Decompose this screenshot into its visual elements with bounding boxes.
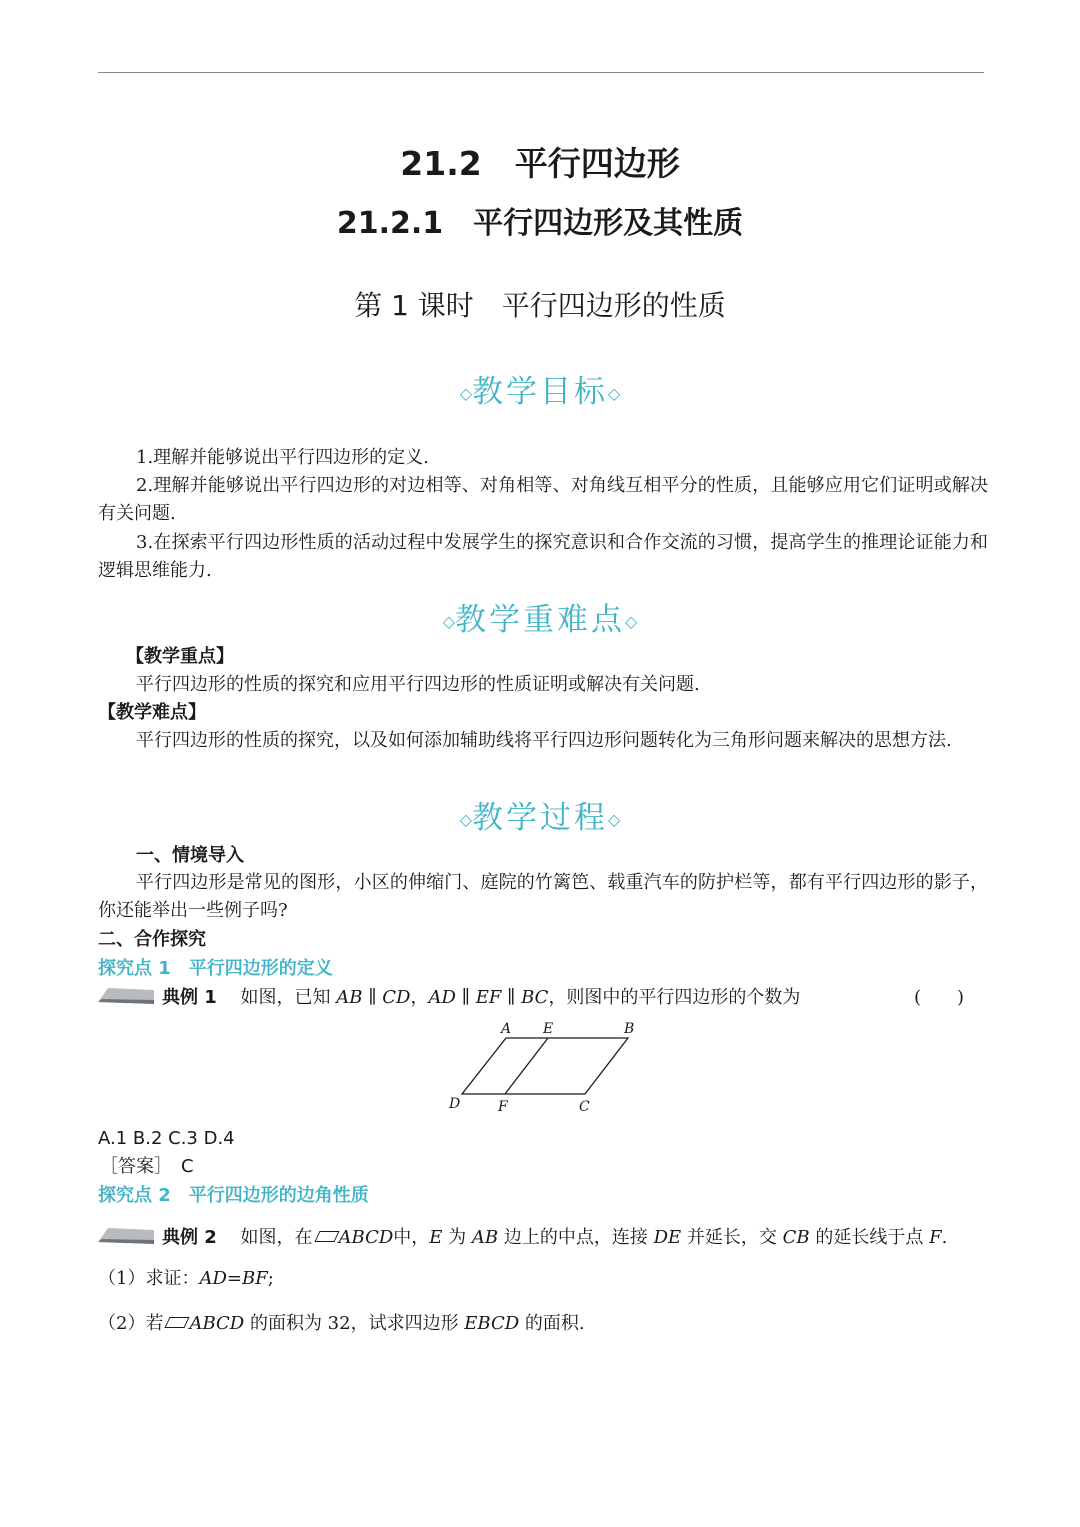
objective-item-2: 2.理解并能够说出平行四边形的对边相等、对角相等、对角线互相平分的性质，且能够应用它们证明或解决有关问题. [98, 475, 988, 524]
label-b: B [624, 1021, 635, 1037]
example1-question: 典例 1 如图，已知 AB ∥ CD，AD ∥ EF ∥ BC，则图中的平行四边形的个数为 [162, 987, 801, 1008]
point2-heading: 探究点 2 平行四边形的边角性质 [98, 1185, 369, 1206]
parallelogram-symbol-icon [314, 1231, 339, 1242]
objective-item-1: 1.理解并能够说出平行四边形的定义. [136, 447, 429, 468]
example-tab-icon [98, 1228, 154, 1244]
objectives-heading: ◇教学目标◇ [459, 374, 621, 410]
parallelogram-symbol-icon [165, 1317, 190, 1328]
question-2: （2）若 ABCD 的面积为 32，试求四边形 EBCD 的面积. [98, 1313, 585, 1334]
diamond-icon: ◇ [608, 384, 621, 403]
diamond-icon: ◇ [442, 612, 455, 631]
example2-question: 典例 2 如图，在 ABCD中，E 为 AB 边上的中点，连接 DE 并延长，交 CB 的延长线于点 F. [162, 1227, 948, 1248]
part1-text: 平行四边形是常见的图形，小区的伸缩门、庭院的竹篱笆、载重汽车的防护栏等，都有平行四边形的影子，你还能举出一些例子吗? [98, 872, 988, 921]
section-title: 21.2 平行四边形 [400, 144, 680, 183]
label-e: E [543, 1021, 554, 1037]
figure-segment-ef [505, 1038, 548, 1094]
part1-heading: 一、情境导入 [136, 845, 244, 866]
subsection-title: 21.2.1 平行四边形及其性质 [336, 206, 744, 241]
focus-text: 平行四边形的性质的探究和应用平行四边形的性质证明或解决有关问题. [136, 674, 700, 695]
answer-line: ［答案］ C [100, 1156, 194, 1177]
diamond-icon: ◇ [459, 384, 472, 403]
diamond-icon: ◇ [608, 810, 621, 829]
lesson-title: 第 1 课时 平行四边形的性质 [354, 289, 726, 322]
example1-options: A.1 B.2 C.3 D.4 [98, 1128, 235, 1149]
focus-label: 【教学重点】 [126, 646, 234, 667]
diamond-icon: ◇ [459, 810, 472, 829]
part2-heading: 二、合作探究 [98, 929, 206, 950]
difficulty-text: 平行四边形的性质的探究，以及如何添加辅助线将平行四边形问题转化为三角形问题来解决的思想方法. [136, 730, 952, 751]
question-1: （1）求证：AD=BF; [98, 1268, 274, 1289]
process-heading: ◇教学过程◇ [459, 800, 621, 836]
label-c: C [579, 1099, 590, 1115]
label-a: A [501, 1021, 512, 1037]
answer-blank: ( ) [914, 987, 965, 1008]
label-d: D [449, 1096, 461, 1112]
objective-item-3: 3.在探索平行四边形性质的活动过程中发展学生的探究意识和合作交流的习惯，提高学生的推理论证能力和逻辑思维能力. [98, 532, 988, 581]
example-tab-icon [98, 988, 154, 1004]
label-f: F [498, 1099, 508, 1115]
difficulty-label: 【教学难点】 [98, 702, 206, 723]
point1-heading: 探究点 1 平行四边形的定义 [98, 958, 333, 979]
figure-parallelogram-abcd [462, 1038, 628, 1094]
top-rule [98, 72, 984, 73]
parallelogram-figure-1 [440, 1016, 660, 1118]
diamond-icon: ◇ [625, 612, 638, 631]
key-points-heading: ◇教学重难点◇ [442, 602, 638, 638]
